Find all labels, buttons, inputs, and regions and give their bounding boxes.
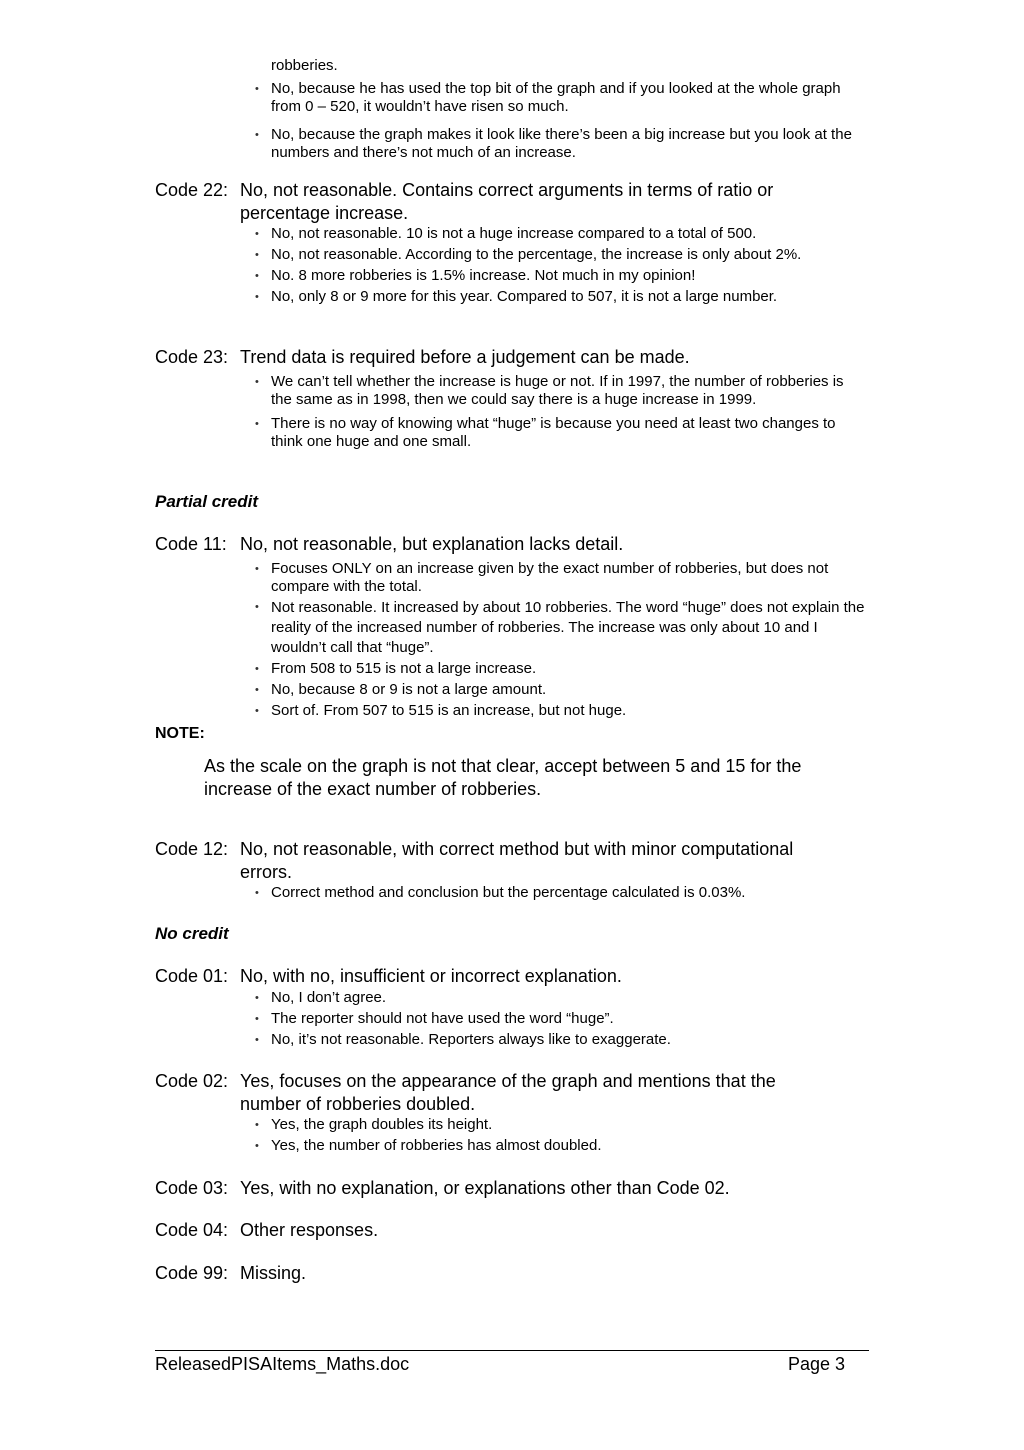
bullet-icon: • xyxy=(255,249,259,261)
bullet-icon: • xyxy=(255,129,259,141)
code-description: Other responses. xyxy=(240,1220,379,1240)
list-item: • We can’t tell whether the increase is huge or not. If in 1997, the number of robberies is the same as in 1998, then we could say there is a huge increase in 1999. xyxy=(255,373,844,408)
list-item: • Yes, the graph doubles its height. xyxy=(255,1116,493,1133)
list-item: • No, not reasonable. 10 is not a huge increase compared to a total of 500. xyxy=(255,225,757,242)
code-label: Code 22: xyxy=(155,180,229,200)
list-item: • No. 8 more robberies is 1.5% increase. Not much in my opinion! xyxy=(255,267,696,284)
list-item: • Correct method and conclusion but the percentage calculated is 0.03%. xyxy=(255,884,746,901)
code-99 xyxy=(155,1262,835,1285)
list-item: • Not reasonable. It increased by about 10 robberies. The word “huge” does not explain the reality of the increased number of robberies. The increase was only about 10 and I wouldn’t call that “huge”. xyxy=(255,599,865,656)
code-22-bullets xyxy=(255,225,865,306)
bullet-icon: • xyxy=(255,887,259,899)
code-03 xyxy=(155,1177,835,1200)
note-heading: NOTE: xyxy=(155,725,205,742)
code-description: No, with no, insufficient or incorrect explanation. xyxy=(240,966,622,986)
footer-page-number: Page 3 xyxy=(788,1354,846,1374)
top-bullet-list xyxy=(255,80,855,162)
code-description: No, not reasonable, with correct method but with minor computational errors. xyxy=(240,839,794,882)
code-02 xyxy=(155,1070,835,1116)
section-heading-no-credit: No credit xyxy=(155,924,229,943)
bullet-icon: • xyxy=(255,228,259,240)
list-item: • There is no way of knowing what “huge” is because you need at least two changes to think one huge and one small. xyxy=(255,415,836,450)
code-description: No, not reasonable, but explanation lacks detail. xyxy=(240,534,624,554)
list-item: • No, it’s not reasonable. Reporters always like to exaggerate. xyxy=(255,1031,671,1048)
code-label: Code 11: xyxy=(155,534,227,554)
code-description: No, not reasonable. Contains correct arguments in terms of ratio or percentage increase. xyxy=(240,180,774,223)
code-label: Code 02: xyxy=(155,1071,229,1091)
list-item: • No, because the graph makes it look like there’s been a big increase but you look at the numbers and there’s not much of an increase. xyxy=(255,126,852,161)
code-label: Code 03: xyxy=(155,1178,229,1198)
code-12-bullets xyxy=(255,884,855,902)
code-description: Yes, with no explanation, or explanations other than Code 02. xyxy=(240,1178,730,1198)
code-22 xyxy=(155,179,835,225)
code-label: Code 99: xyxy=(155,1263,229,1283)
list-item: • Yes, the number of robberies has almost doubled. xyxy=(255,1137,602,1154)
footer-filename: ReleasedPISAItems_Maths.doc xyxy=(155,1354,410,1374)
bullet-icon: • xyxy=(255,376,259,388)
code-23-bullets xyxy=(255,373,855,451)
bullet-icon: • xyxy=(255,418,259,430)
bullet-icon: • xyxy=(255,684,259,696)
code-description: Missing. xyxy=(240,1263,307,1283)
bullet-icon: • xyxy=(255,1119,259,1131)
list-item: • No, not reasonable. According to the percentage, the increase is only about 2%. xyxy=(255,246,802,263)
bullet-icon: • xyxy=(255,270,259,282)
code-description: Trend data is required before a judgement can be made. xyxy=(240,347,690,367)
bullet-icon: • xyxy=(255,663,259,675)
bullet-icon: • xyxy=(255,601,259,613)
bullet-icon: • xyxy=(255,1140,259,1152)
code-description: Yes, focuses on the appearance of the graph and mentions that the number of robberies doubled. xyxy=(240,1071,776,1114)
list-item: • Sort of. From 507 to 515 is an increase, but not huge. xyxy=(255,702,627,719)
bullet-icon: • xyxy=(255,992,259,1004)
list-item: • The reporter should not have used the word “huge”. xyxy=(255,1010,614,1027)
continuation-text: robberies. xyxy=(271,57,338,74)
code-label: Code 01: xyxy=(155,966,229,986)
section-heading-partial-credit: Partial credit xyxy=(155,492,258,511)
code-01-bullets xyxy=(255,989,855,1049)
list-item: • Focuses ONLY on an increase given by the exact number of robberies, but does not compare with the total. xyxy=(255,560,829,595)
list-item: • No, I don’t agree. xyxy=(255,989,387,1006)
list-item: • No, only 8 or 9 more for this year. Compared to 507, it is not a large number. xyxy=(255,288,778,305)
code-01 xyxy=(155,965,835,988)
list-item: • No, because 8 or 9 is not a large amount. xyxy=(255,681,547,698)
code-label: Code 04: xyxy=(155,1220,229,1240)
bullet-icon: • xyxy=(255,291,259,303)
code-23 xyxy=(155,346,835,369)
code-11 xyxy=(155,533,835,556)
code-02-bullets xyxy=(255,1116,855,1155)
list-item: • No, because he has used the top bit of the graph and if you looked at the whole graph from 0 – 520, it wouldn’t have risen so much. xyxy=(255,80,841,115)
code-label: Code 23: xyxy=(155,347,229,367)
bullet-icon: • xyxy=(255,705,259,717)
code-label: Code 12: xyxy=(155,839,229,859)
code-04 xyxy=(155,1219,835,1242)
bullet-icon: • xyxy=(255,83,259,95)
bullet-icon: • xyxy=(255,1013,259,1025)
code-11-bullets xyxy=(255,560,870,720)
note-text: As the scale on the graph is not that clear, accept between 5 and 15 for the increase of the exact number of robberies. xyxy=(204,756,802,799)
code-12 xyxy=(155,838,835,884)
list-item: • From 508 to 515 is not a large increase. xyxy=(255,660,537,677)
bullet-icon: • xyxy=(255,563,259,575)
bullet-icon: • xyxy=(255,1034,259,1046)
footer-divider xyxy=(155,1350,869,1351)
